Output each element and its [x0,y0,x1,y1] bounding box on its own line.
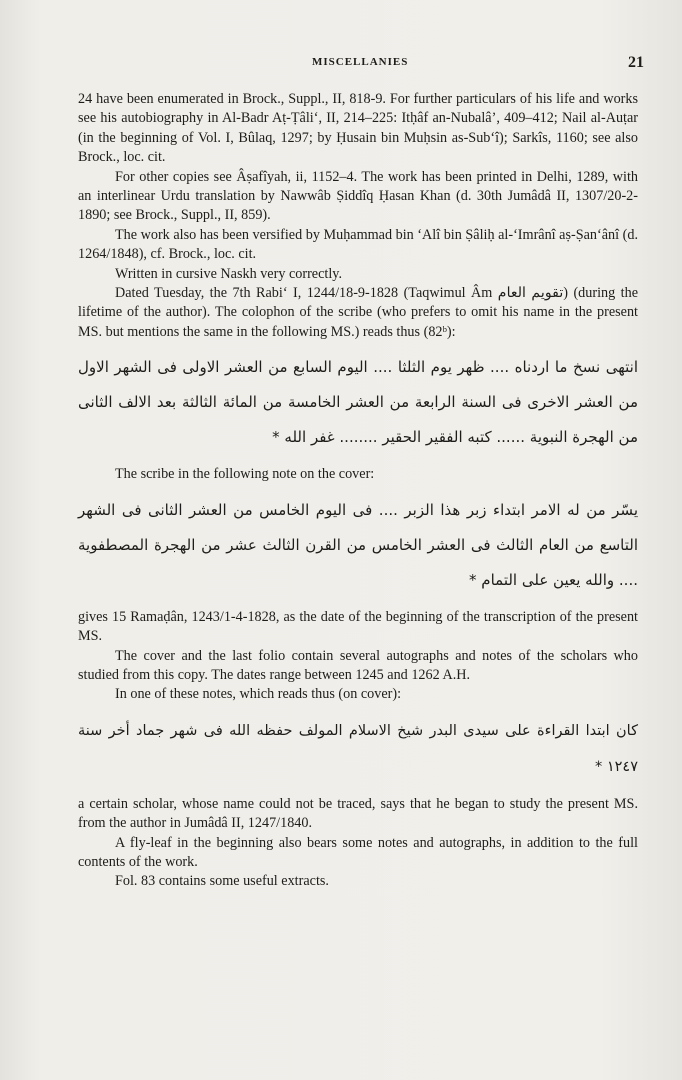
paragraph-scribe-note: The scribe in the following note on the cover: [115,466,375,483]
paragraph-ramadan-date: gives 15 Ramaḍân, 1243/1-4-1828, as the date of the beginning of the transcription of the present MS. [78,608,638,645]
paragraph-other-copies: For other copies see Âṣafîyah, ii, 1152–4. The work has been printed in Delhi, 1289, with an interlinear Urdu translation by Nawwâb Ṣiddîq Ḥasan Khan (d. 30th Jumâdâ II, 1307/20-2-1890; see Brock., Suppl., II, 859). [78,168,638,224]
arabic-reading-note: كان ابتدا القراءة على سيدى البدر شيخ الاسلام المولف حفظه الله فى شهر جماد أخر سنة ١٢٤٧ * [78,722,638,775]
arabic-colophon: انتهى نسخ ما اردناه .... ظهر يوم الثلثا .... اليوم السابع من العشر الاولى فى الشهر الاول من العشر الاخرى فى السنة الرابعة من العشر الخامسة من المائة الثالثة بعد الالف الثانى من الهجرة النبوية ...... كتبه الفقير الحقير ........ غفر الله * [78,358,638,447]
running-title: MISCELLANIES [312,56,409,68]
paragraph-extracts: Fol. 83 contains some useful extracts. [115,873,329,890]
paragraph-dated: Dated Tuesday, the 7th Rabi‘ I, 1244/18-9-1828 (Taqwimul Âm تقويم العام) (during the lifetime of the author). The colophon of the scribe (who prefers to omit his name in the present MS. but mentions the same in the following MS.) reads thus (82ᵇ): [78,285,639,340]
paragraph-certain-scholar: a certain scholar, whose name could not be traced, says that he began to study the present MS. from the author in Jumâdâ II, 1247/1840. [78,795,638,832]
paragraph-brockelmann-references: 24 have been enumerated in Brock., Suppl., II, 818-9. For further particulars of his life and works see his autobiography in Al-Badr Aṭ-Ṭâli‘, II, 214–225: Itḥâf an-Nubalâ’, 409–412; Nail al-Auṭar (in the beginning of Vol. I, Bûlaq, 1297; by Ḥusain bin Muḥsin as-Sub‘î); Sarkîs, 1160; see also Brock., loc. cit. [78,91,638,166]
paragraph-one-note: In one of these notes, which reads thus (on cover): [115,686,402,703]
paragraph-script: Written in cursive Naskh very correctly. [115,265,342,282]
paragraph-autographs: The cover and the last folio contain several autographs and notes of the scholars who studied from this copy. The dates range between 1245 and 1262 A.H. [78,647,638,683]
paragraph-fly-leaf: A fly-leaf in the beginning also bears some notes and autographs, in addition to the full contents of the work. [78,834,638,870]
page-number: 21 [628,54,644,71]
page-body [78,90,638,892]
running-head [0,54,682,74]
arabic-cover-note: يسّر من له الامر ابتداء زبر هذا الزبر .... فى اليوم الخامس من العشر الثانى فى الشهر التاسع من العام الثالث فى العشر الخامس من القرن الثالث عشر من الهجرة المصطفوية .... والله يعين على التمام * [78,500,638,589]
paragraph-versified: The work also has been versified by Muḥammad bin ‘Alî bin Ṣâliḥ al-‘Imrânî aṣ-Ṣan‘ânî (d. 1264/1848), cf. Brock., loc. cit. [78,226,638,263]
